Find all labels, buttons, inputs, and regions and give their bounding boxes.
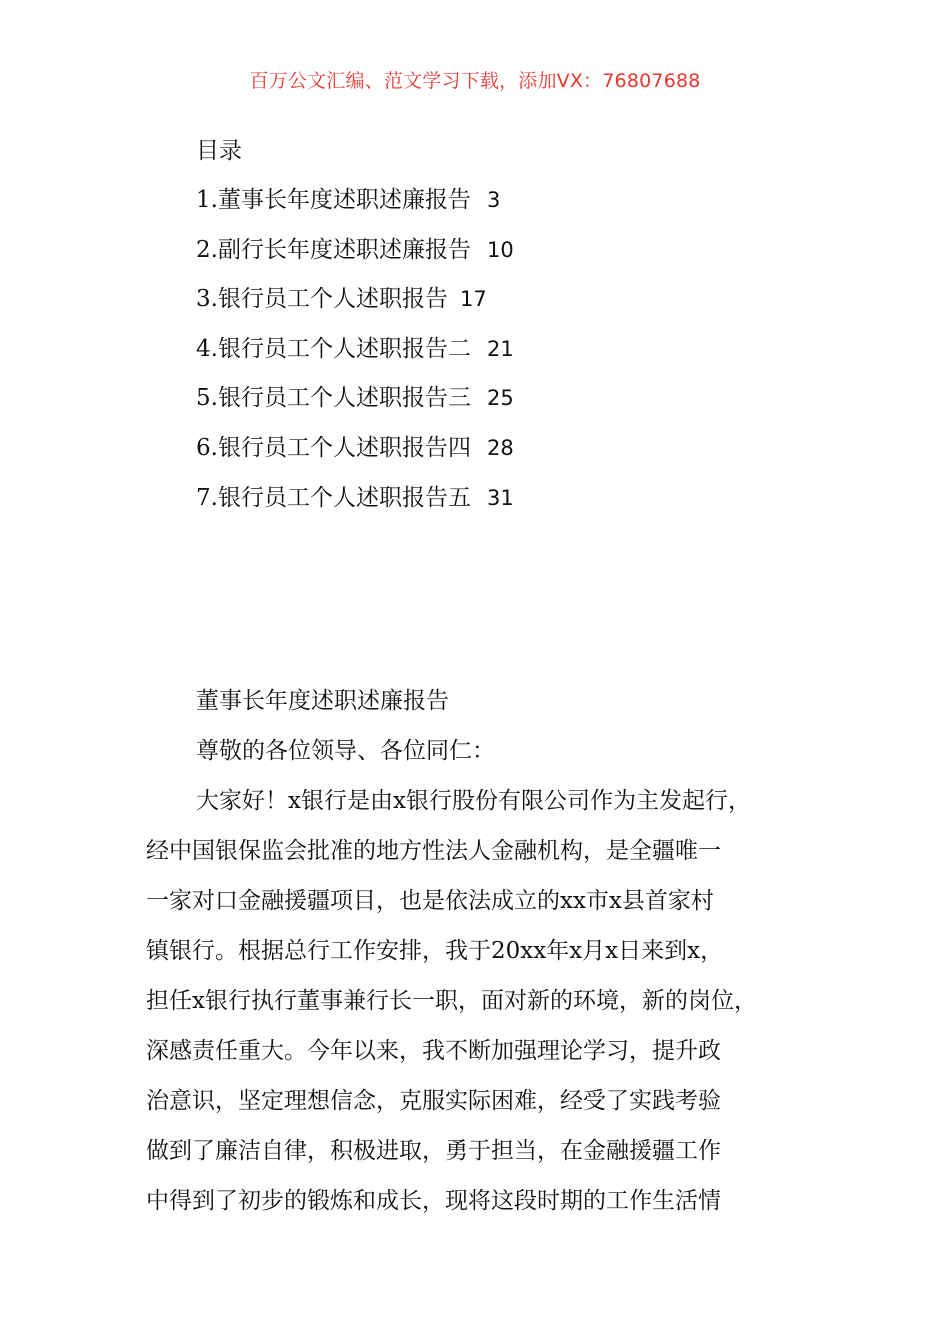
toc-item-page: 31 <box>486 485 514 510</box>
toc-item-label: 1.董事长年度述职述廉报告 <box>196 187 471 213</box>
toc-item-label: 3.银行员工个人述职报告 <box>196 286 448 313</box>
toc-item[interactable] <box>196 181 816 219</box>
paragraph-line: 深感责任重大。今年以来，我不断加强理论学习，提升政 <box>146 1038 721 1064</box>
paragraph-line: 治意识，坚定理想信念，克服实际困难，经受了实践考验 <box>146 1088 721 1114</box>
toc-item-label: 7.银行员工个人述职报告五 <box>196 484 471 511</box>
toc-item-page: 28 <box>486 435 514 460</box>
header-promo-note: 百万公文汇编、范文学习下载，添加VX：76807688 <box>249 70 701 92</box>
toc-item-page: 25 <box>486 386 514 411</box>
toc-item-page: 3 <box>486 188 501 212</box>
table-of-contents <box>196 132 816 528</box>
paragraph-line: 镇银行。根据总行工作安排，我于20xx年x月x日来到x， <box>146 938 724 964</box>
toc-item-page: 21 <box>486 336 514 361</box>
paragraph-line: 经中国银保监会批准的地方性法人金融机构，是全疆唯一 <box>146 838 721 864</box>
salutation: 尊敬的各位领导、各位同仁： <box>196 738 495 764</box>
toc-item[interactable] <box>196 479 816 517</box>
toc-item[interactable] <box>196 330 816 368</box>
paragraph-line: 一家对口金融援疆项目，也是依法成立的xx市x县首家村 <box>146 888 714 914</box>
toc-item[interactable] <box>196 429 816 467</box>
paragraph-line: 中得到了初步的锻炼和成长，现将这段时期的工作生活情 <box>146 1188 721 1214</box>
document-body <box>146 676 810 1226</box>
toc-item-page: 10 <box>486 237 514 262</box>
toc-item[interactable] <box>196 379 816 417</box>
paragraph-line: 担任x银行执行董事兼行长一职，面对新的环境，新的岗位， <box>146 988 757 1014</box>
toc-title: 目录 <box>196 138 242 164</box>
paragraph-line: 做到了廉洁自律，积极进取，勇于担当，在金融援疆工作 <box>146 1138 721 1164</box>
document-title: 董事长年度述职述廉报告 <box>196 688 449 714</box>
paragraph-line: 大家好！x银行是由x银行股份有限公司作为主发起行， <box>196 788 751 814</box>
toc-item[interactable] <box>196 280 816 318</box>
toc-item-label: 2.副行长年度述职述廉报告 <box>196 236 471 263</box>
toc-item[interactable] <box>196 231 816 269</box>
toc-item-label: 5.银行员工个人述职报告三 <box>196 385 471 412</box>
toc-list <box>196 181 816 517</box>
toc-item-label: 4.银行员工个人述职报告二 <box>196 335 471 362</box>
toc-item-label: 6.银行员工个人述职报告四 <box>196 434 471 461</box>
toc-item-page: 17 <box>459 287 487 312</box>
